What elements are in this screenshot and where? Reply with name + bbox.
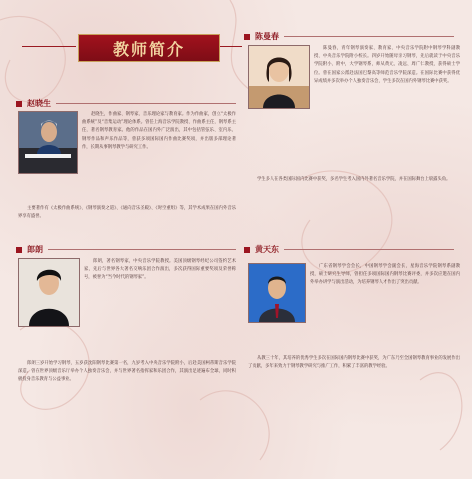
page-title: 教师简介: [112, 39, 185, 59]
bio-paragraph: 学生多人在各类国际国内比赛中获奖，多名学生考入国内外著名音乐学院，并在国际舞台上崭露头角。: [257, 177, 451, 182]
teacher-bio-chen-more: [248, 176, 460, 184]
teacher-bio-lang: [84, 258, 236, 283]
heading-square-icon: [244, 34, 250, 40]
bio-paragraph: 主要著作有《太极作曲系统》、《钢琴演奏之道》、《通向音乐圣殿》、《时空重组》等，其学术成果在国内外音乐界享有盛誉。: [18, 206, 236, 220]
teacher-bio-chen: [314, 45, 460, 86]
teacher-photo-chen: [248, 45, 310, 109]
heading-square-icon: [244, 247, 250, 253]
teacher-bio-huang-more: [248, 355, 460, 371]
bio-paragraph: 赵晓生，作曲家、钢琴家、音乐理论家与教育家。作为作曲家，创立“太极作曲系统”及“音集运动”理论体系。曾任上海音乐学院教授、作曲系主任，钢琴系主任，著名钢琴教育家。他的作品在国内外广泛演出，其中包括管弦乐、室内乐、钢琴作品和声乐作品等，曾获多项国际国内作曲比赛奖项，并出版多部理论著作，长期从事钢琴教学与研究工作。: [82, 112, 236, 150]
title-right-rule: [220, 46, 242, 47]
teacher-heading-chen: [244, 31, 454, 42]
bio-paragraph: 郎朗三岁开始学习钢琴，五岁获沈阳钢琴比赛第一名，九岁考入中央音乐学院附小，后赴美国柯蒂斯音乐学院深造。曾在世界顶级音乐厅举办个人独奏音乐会，并与世界著名指挥家和乐团合作，其演出足迹遍布全球，同时积极投身音乐教育与公益事业。: [18, 361, 236, 383]
teacher-name: 陈曼春: [255, 32, 279, 41]
heading-rule: [284, 249, 454, 250]
heading-rule: [48, 249, 236, 250]
heading-rule: [284, 36, 454, 37]
teacher-name: 黄天东: [255, 245, 279, 254]
teacher-photo-huang: [248, 263, 306, 323]
heading-rule: [56, 103, 236, 104]
teacher-heading-lang: [16, 244, 236, 255]
bio-paragraph: 陈曼春，青年钢琴演奏家、教育家、中央音乐学院附中钢琴学科副教授、中央音乐学院附小校长。四岁开始随母亲习钢琴，先后就读于中央音乐学院附小、附中，大学钢琴系，师从黄元、凌远、周广仁教授，获得硕士学位。曾在国家公派赴法国巴黎高等师范音乐学院深造。在国际比赛中获得优异成绩并多次举办个人独奏音乐会，学生多次在国内外钢琴比赛中获奖。: [314, 46, 460, 84]
teacher-name: 郎朗: [27, 245, 43, 254]
title-banner: [78, 34, 220, 62]
teacher-bio-zhao: [82, 111, 236, 152]
teacher-name: 赵晓生: [27, 99, 51, 108]
teacher-photo-zhao: [18, 111, 78, 174]
teacher-heading-huang: [244, 244, 454, 255]
bio-paragraph: 从教三十年，其培养的优秀学生多次在国际国内钢琴比赛中获奖，为广东乃至全国钢琴教育事业的发展作出了贡献，多年来致力于钢琴教学研究与推广工作，积累了丰富的教学经验。: [248, 356, 460, 370]
teacher-bio-huang: [310, 263, 460, 288]
teacher-photo-lang: [18, 258, 80, 327]
heading-square-icon: [16, 101, 22, 107]
teacher-heading-zhao: [16, 98, 236, 109]
teacher-bio-zhao-more: [18, 205, 236, 221]
title-left-rule: [22, 46, 76, 47]
bio-paragraph: 广东省钢琴学会会长，中国钢琴学会副会长，星海音乐学院钢琴系副教授，硕士研究生导师，曾担任多项国际国内钢琴比赛评委，并多次应邀在国内外举办讲学与演出活动，为培养钢琴人才作出了突出贡献。: [310, 264, 460, 286]
teacher-bio-lang-more: [18, 360, 236, 385]
heading-square-icon: [16, 247, 22, 253]
bio-paragraph: 郎朗，著名钢琴家，中央音乐学院教授。美国顶级钢琴经纪公司签约艺术家，先后与世界各大著名交响乐团合作演出，多次获得国际重要奖项及荣誉称号，被誉为“当今时代的钢琴家”。: [84, 259, 236, 281]
